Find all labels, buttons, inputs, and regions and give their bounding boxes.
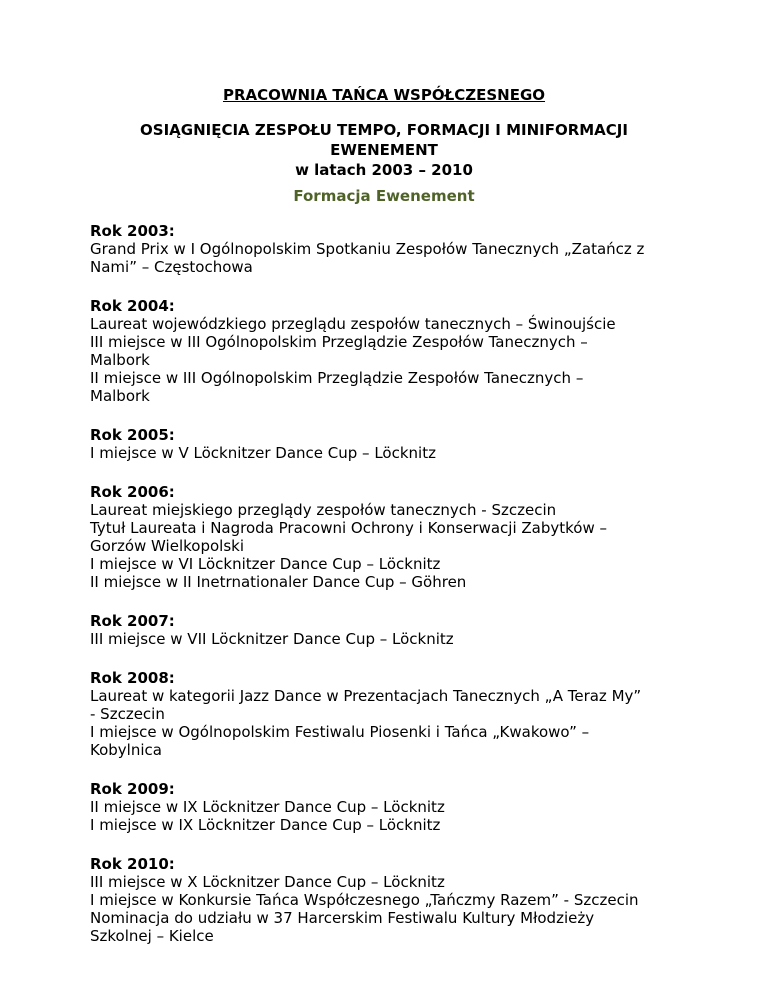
year-section: [90, 297, 690, 405]
achievement-line: II miejsce w III Ogólnopolskim Przeglądzie Zespołów Tanecznych –: [90, 369, 584, 387]
year-section: [90, 612, 690, 648]
achievement-line: III miejsce w III Ogólnopolskim Przeglądzie Zespołów Tanecznych –: [90, 333, 588, 351]
achievement-line: Nami” – Częstochowa: [90, 258, 253, 276]
achievement-line: - Szczecin: [90, 705, 165, 723]
achievement-line: Malbork: [90, 387, 150, 405]
document-subtitle: [100, 120, 668, 180]
year-heading: Rok 2003:: [90, 222, 175, 240]
achievement-line: Nominacja do udziału w 37 Harcerskim Festiwalu Kultury Młodzieży: [90, 909, 595, 927]
achievement-line: I miejsce w IX Löcknitzer Dance Cup – Löcknitz: [90, 816, 441, 834]
year-section: [90, 669, 690, 759]
achievement-line: I miejsce w VI Löcknitzer Dance Cup – Löcknitz: [90, 555, 441, 573]
achievement-line: Kobylnica: [90, 741, 162, 759]
achievement-line: Szkolnej – Kielce: [90, 927, 214, 945]
subtitle-line-1: OSIĄGNIĘCIA ZESPOŁU TEMPO, FORMACJI I MINIFORMACJI: [140, 121, 628, 139]
year-heading: Rok 2010:: [90, 855, 175, 873]
year-section: [90, 426, 690, 462]
achievement-line: I miejsce w Konkursie Tańca Współczesnego „Tańczmy Razem” - Szczecin: [90, 891, 639, 909]
subtitle-line-3: w latach 2003 – 2010: [295, 161, 473, 179]
year-heading: Rok 2008:: [90, 669, 175, 687]
achievement-line: III miejsce w X Löcknitzer Dance Cup – Löcknitz: [90, 873, 445, 891]
formation-heading: Formacja Ewenement: [293, 187, 475, 205]
year-heading: Rok 2007:: [90, 612, 175, 630]
year-section: [90, 855, 690, 945]
year-heading: Rok 2005:: [90, 426, 175, 444]
achievement-line: I miejsce w V Löcknitzer Dance Cup – Löcknitz: [90, 444, 436, 462]
document-title: PRACOWNIA TAŃCA WSPÓŁCZESNEGO: [222, 86, 546, 104]
year-section: [90, 222, 690, 276]
achievements-list: [90, 222, 690, 966]
achievement-line: III miejsce w VII Löcknitzer Dance Cup – Löcknitz: [90, 630, 454, 648]
achievement-line: Laureat wojewódzkiego przeglądu zespołów tanecznych – Świnoujście: [90, 315, 616, 333]
achievement-line: Tytuł Laureata i Nagroda Pracowni Ochrony i Konserwacji Zabytków –: [90, 519, 607, 537]
year-section: [90, 780, 690, 834]
year-section: [90, 483, 690, 591]
achievement-line: Laureat miejskiego przeglądy zespołów tanecznych - Szczecin: [90, 501, 557, 519]
achievement-line: Laureat w kategorii Jazz Dance w Prezentacjach Tanecznych „A Teraz My”: [90, 687, 642, 705]
achievement-line: II miejsce w IX Löcknitzer Dance Cup – Löcknitz: [90, 798, 445, 816]
achievement-line: Gorzów Wielkopolski: [90, 537, 244, 555]
achievement-line: II miejsce w II Inetrnationaler Dance Cup – Göhren: [90, 573, 467, 591]
achievement-line: Malbork: [90, 351, 150, 369]
subtitle-line-2: EWENEMENT: [330, 141, 438, 159]
year-heading: Rok 2004:: [90, 297, 175, 315]
achievement-line: I miejsce w Ogólnopolskim Festiwalu Piosenki i Tańca „Kwakowo” –: [90, 723, 590, 741]
achievement-line: Grand Prix w I Ogólnopolskim Spotkaniu Zespołów Tanecznych „Zatańcz z: [90, 240, 645, 258]
year-heading: Rok 2009:: [90, 780, 175, 798]
year-heading: Rok 2006:: [90, 483, 175, 501]
